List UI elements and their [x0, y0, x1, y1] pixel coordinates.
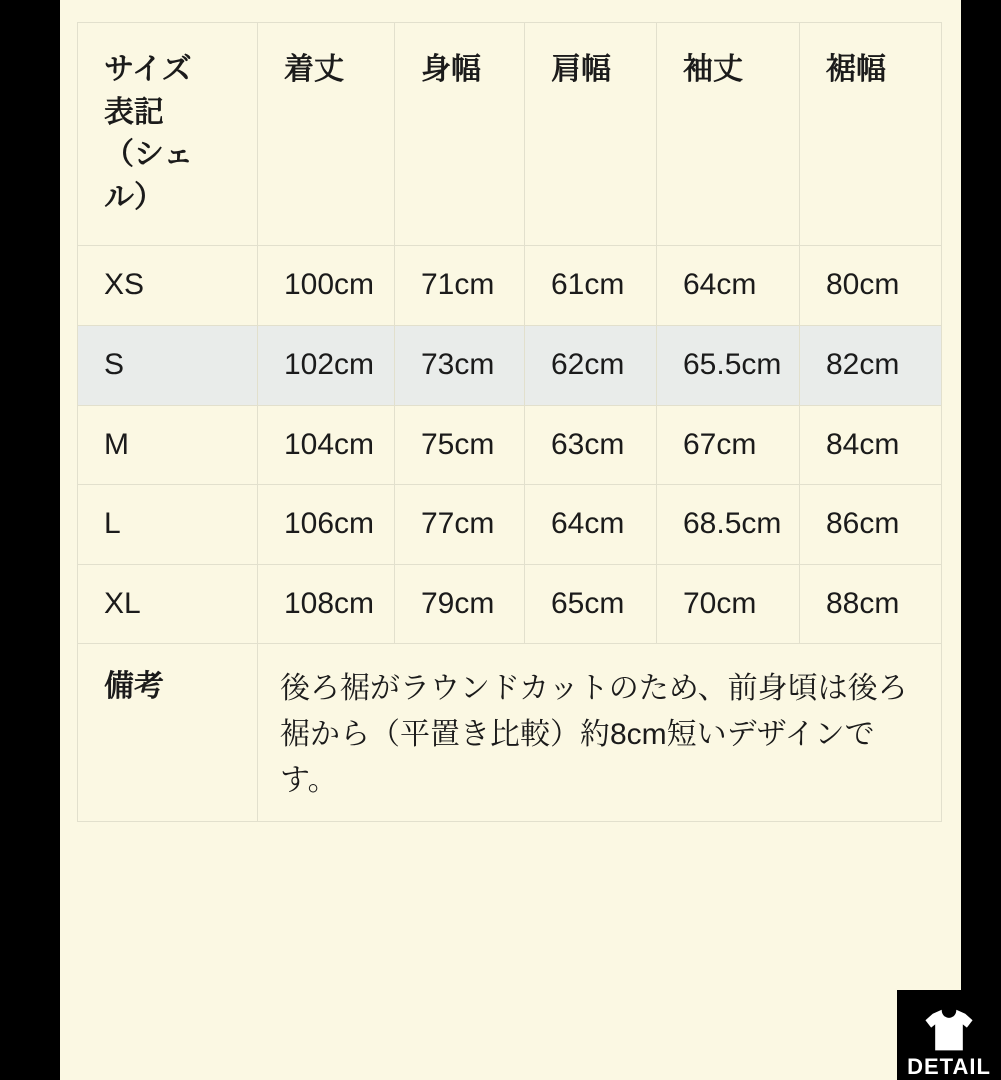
- cell-chest: 71cm: [395, 246, 525, 326]
- column-header-sleeve: 袖丈: [657, 23, 800, 246]
- notes-text: 後ろ裾がラウンドカットのため、前身頃は後ろ裾から（平置き比較）約8cm短いデザインです。: [258, 644, 942, 822]
- table-row: [78, 325, 942, 405]
- cell-size: M: [78, 405, 258, 485]
- cell-size: L: [78, 485, 258, 565]
- cell-hem: 80cm: [800, 246, 942, 326]
- detail-badge-label: DETAIL: [907, 1054, 991, 1079]
- cell-hem: 86cm: [800, 485, 942, 565]
- cell-sleeve: 67cm: [657, 405, 800, 485]
- cell-length: 100cm: [258, 246, 395, 326]
- cell-shoulder: 64cm: [525, 485, 657, 565]
- cell-size: XS: [78, 246, 258, 326]
- table-row: [78, 564, 942, 644]
- tshirt-icon: [923, 1006, 975, 1054]
- table-row: [78, 485, 942, 565]
- column-header-shoulder: 肩幅: [525, 23, 657, 246]
- table-header-row: [78, 23, 942, 246]
- document-panel: [60, 0, 961, 1080]
- cell-chest: 73cm: [395, 325, 525, 405]
- table-notes-row: [78, 644, 942, 822]
- cell-sleeve: 68.5cm: [657, 485, 800, 565]
- table-row: [78, 405, 942, 485]
- cell-shoulder: 61cm: [525, 246, 657, 326]
- table-header: [78, 23, 942, 246]
- notes-label: 備考: [78, 644, 258, 822]
- column-header-chest: 身幅: [395, 23, 525, 246]
- cell-size: S: [78, 325, 258, 405]
- column-header-length: 着丈: [258, 23, 395, 246]
- cell-chest: 75cm: [395, 405, 525, 485]
- size-chart-table: [77, 22, 942, 822]
- cell-shoulder: 63cm: [525, 405, 657, 485]
- cell-size: XL: [78, 564, 258, 644]
- cell-sleeve: 64cm: [657, 246, 800, 326]
- cell-shoulder: 62cm: [525, 325, 657, 405]
- cell-sleeve: 70cm: [657, 564, 800, 644]
- cell-chest: 77cm: [395, 485, 525, 565]
- cell-length: 104cm: [258, 405, 395, 485]
- cell-length: 102cm: [258, 325, 395, 405]
- column-header-size: サイズ表記（シェル）: [78, 23, 258, 246]
- cell-hem: 84cm: [800, 405, 942, 485]
- cell-shoulder: 65cm: [525, 564, 657, 644]
- table-row: [78, 246, 942, 326]
- cell-chest: 79cm: [395, 564, 525, 644]
- cell-sleeve: 65.5cm: [657, 325, 800, 405]
- column-header-hem: 裾幅: [800, 23, 942, 246]
- table-body: [78, 246, 942, 822]
- detail-badge[interactable]: [897, 990, 1001, 1080]
- cell-length: 106cm: [258, 485, 395, 565]
- cell-length: 108cm: [258, 564, 395, 644]
- cell-hem: 88cm: [800, 564, 942, 644]
- cell-hem: 82cm: [800, 325, 942, 405]
